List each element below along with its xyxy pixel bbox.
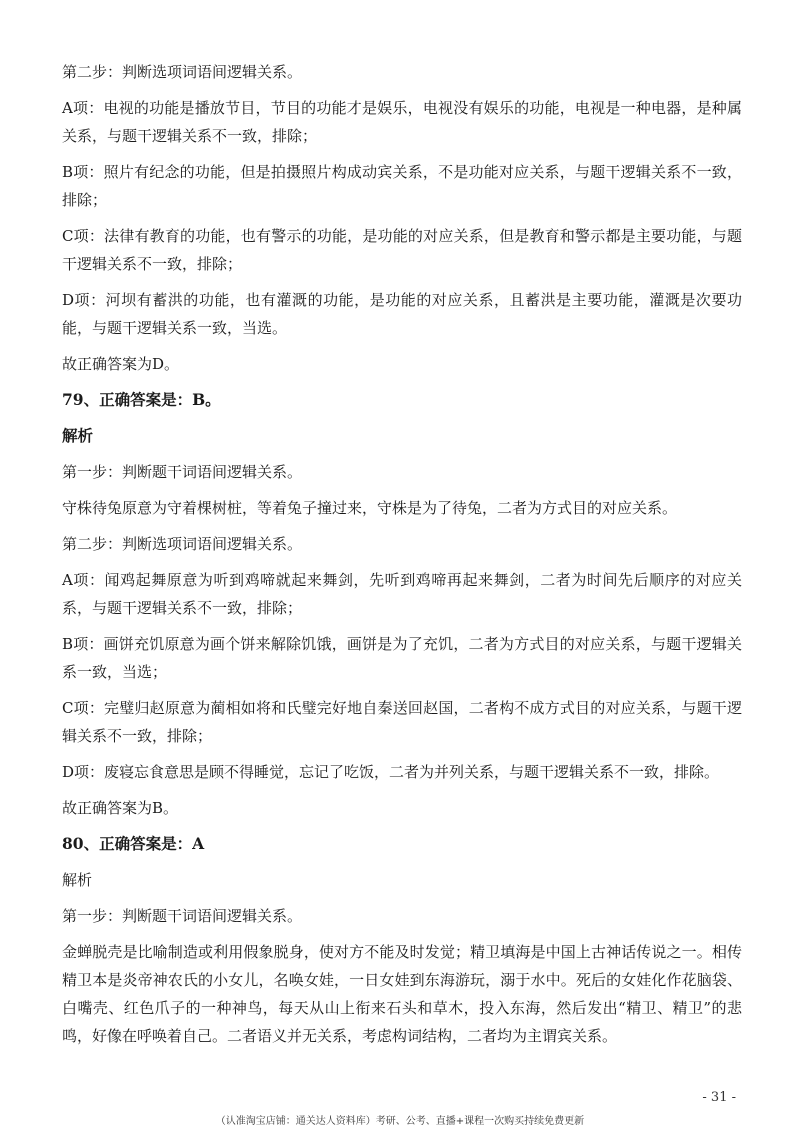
heading-analysis-79: 解析 [62,426,94,445]
heading-analysis-80: 解析 [62,871,93,889]
paragraph-answer-78: 故正确答案为D。 [62,355,180,373]
paragraph-option-d-79: D项：废寝忘食意思是顾不得睡觉，忘记了吃饭，二者为并列关系，与题干逻辑关系不一致，排除。 [62,763,720,781]
page-footer: （认准淘宝店铺：通关达人资料库）考研、公考、直播+课程一次购买持续免费更新 [215,1116,585,1127]
paragraph-option-a-78: A项：电视的功能是播放节目，节目的功能才是娱乐，电视没有娱乐的功能，电视是一种电器，是种属关系，与题干逻辑关系不一致，排除； [62,99,742,145]
paragraph-stem-79: 守株待兔原意为守着棵树桩，等着兔子撞过来，守株是为了待兔，二者为方式目的对应关系。 [62,499,678,517]
paragraph-option-b-78: B项：照片有纪念的功能，但是拍摄照片构成动宾关系，不是功能对应关系，与题干逻辑关系不一致，排除； [62,163,742,209]
paragraph-option-b-79: B项：画饼充饥原意为画个饼来解除饥饿，画饼是为了充饥，二者为方式目的对应关系，与题干逻辑关系一致，当选； [62,635,742,681]
paragraph-stem-80: 金蝉脱壳是比喻制造或利用假象脱身，使对方不能及时发觉；精卫填海是中国上古神话传说之一。相传精卫本是炎帝神农氏的小女儿，名唤女娃，一日女娃到东海游玩，溺于水中。死后的女娃化作花脑袋、白嘴壳、红色爪子的一种神鸟，每天从山上衔来石头和草木，投入东海，然后发出“精卫、精卫”的悲鸣，好像在呼唤着自己。二者语义并无关系，考虑构词结构，二者均为主谓宾关系。 [62,943,742,1045]
paragraph-step1-80: 第一步：判断题干词语间逻辑关系。 [62,907,303,925]
page-content [62,58,742,1058]
paragraph-step2-79: 第二步：判断选项词语间逻辑关系。 [62,535,303,553]
paragraph-option-d-78: D项：河坝有蓄洪的功能，也有灌溉的功能，是功能的对应关系，且蓄洪是主要功能，灌溉是次要功能，与题干逻辑关系一致，当选。 [62,291,742,337]
heading-answer-79: 79、正确答案是：B。 [62,390,221,409]
paragraph-option-c-79: C项：完璧归赵原意为蔺相如将和氏璧完好地自秦送回赵国，二者构不成方式目的对应关系，与题干逻辑关系不一致，排除； [62,699,742,745]
paragraph-option-a-79: A项：闻鸡起舞原意为听到鸡啼就起来舞剑，先听到鸡啼再起来舞剑，二者为时间先后顺序的对应关系，与题干逻辑关系不一致，排除； [62,571,742,617]
paragraph-option-c-78: C项：法律有教育的功能，也有警示的功能，是功能的对应关系，但是教育和警示都是主要功能，与题干逻辑关系不一致，排除； [62,227,742,273]
paragraph-step2-intro: 第二步：判断选项词语间逻辑关系。 [62,63,303,81]
heading-answer-80: 80、正确答案是：A [62,834,205,853]
page-number: - 31 - [702,1090,736,1105]
paragraph-step1-79: 第一步：判断题干词语间逻辑关系。 [62,463,303,481]
paragraph-answer-79: 故正确答案为B。 [62,799,179,817]
